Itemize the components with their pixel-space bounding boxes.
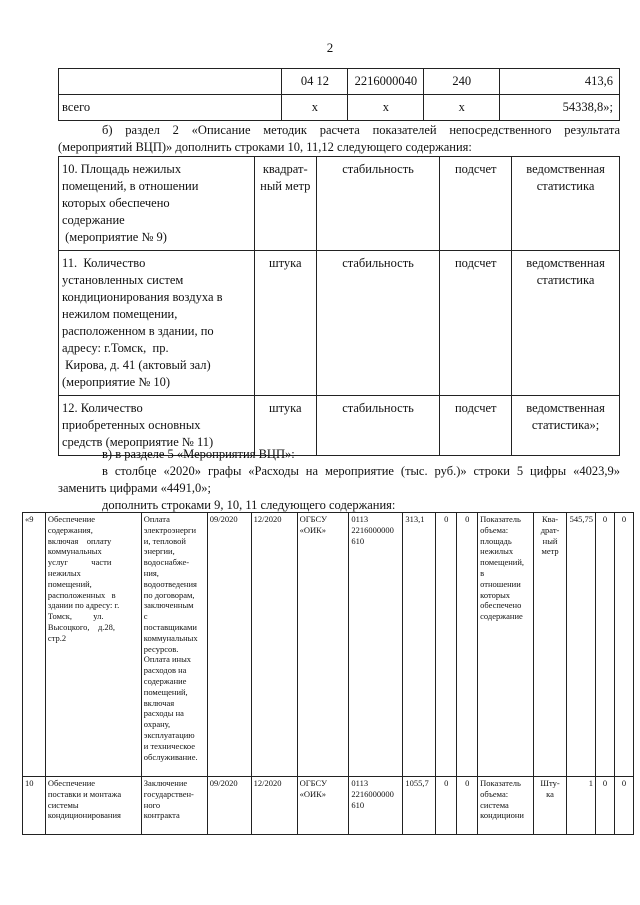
table-cell: подсчет: [440, 251, 512, 396]
table-cell: 0: [614, 513, 633, 777]
table-cell: 1: [567, 777, 596, 835]
cell-line: с: [143, 611, 148, 622]
cell-line: 610: [351, 799, 365, 810]
table-cell: подсчет: [440, 396, 512, 456]
table-row: [59, 251, 620, 396]
table-cell: [254, 251, 316, 396]
table-cell: «9: [23, 513, 46, 777]
table-cell: 0: [436, 777, 457, 835]
methods-table: [58, 156, 620, 456]
cell-line: содержание: [480, 611, 523, 622]
table-cell: [59, 251, 255, 396]
table-cell: 10: [23, 777, 46, 835]
table-cell: 54338,8»;: [500, 95, 620, 121]
paragraph-b: б) раздел 2 «Описание методик расчета показателей непосредственного результата (мероприятий ВЦП)» дополнить строками 10, 11,12 следующего содержания:: [58, 123, 620, 154]
cell-line: адресу: г.Томск, пр.: [62, 341, 169, 355]
cell-line: ведомственная: [526, 401, 605, 415]
cell-line: услуг части: [47, 557, 112, 568]
cell-line: Показатель: [480, 778, 521, 788]
cell-line: установленных систем: [62, 273, 184, 287]
cell-line: 2216000000: [351, 524, 394, 535]
cell-line: заключенным: [143, 600, 194, 611]
table-cell: подсчет: [440, 157, 512, 251]
cell-line: которых: [480, 589, 511, 600]
cell-line: ОГБСУ: [299, 514, 328, 524]
table-cell: [254, 157, 316, 251]
cell-line: 10. Площадь нежилых: [62, 162, 182, 176]
cell-line: (мероприятие № 10): [62, 375, 171, 389]
cell-line: ния,: [143, 567, 159, 578]
cell-line: ный метр: [260, 179, 311, 193]
cell-line: ОГБСУ: [299, 778, 328, 788]
cell-line: ресурсов.: [143, 643, 179, 654]
cell-line: поставки и монтажа: [47, 788, 122, 799]
cell-line: Ква-: [541, 514, 559, 524]
cell-line: приобретенных основных: [62, 418, 201, 432]
table-cell: 0: [596, 777, 615, 835]
cell-line: 0113: [351, 514, 369, 524]
cell-line: ведомственная: [526, 256, 605, 270]
cell-line: помещений,: [143, 686, 188, 697]
cell-line: охрану,: [143, 719, 171, 730]
table-cell: x: [282, 95, 348, 121]
cell-line: Высоцкого, д.28,: [47, 621, 116, 632]
cell-line: содержание: [143, 675, 187, 686]
paragraph-v3: дополнить строками 9, 10, 11 следующего содержания:: [102, 498, 396, 512]
cell-line: нежилых: [480, 546, 514, 557]
table-row: [23, 777, 634, 835]
expenses-table: [58, 68, 620, 121]
cell-line: 12. Количество: [62, 401, 143, 415]
paragraph-v2: в столбце «2020» графы «Расходы на мероприятие (тыс. руб.)» строки 5 цифры «4023,9» заменить цифрами «4491,0»;: [58, 464, 620, 495]
cell-line: здании по адресу: г.: [47, 600, 120, 611]
table-cell: 0: [457, 513, 478, 777]
cell-line: нежилых: [47, 567, 81, 578]
table-row: [59, 95, 620, 121]
cell-line: 11. Количество: [62, 256, 146, 270]
cell-line: драт-: [540, 524, 560, 535]
cell-line: статистика: [536, 179, 595, 193]
table-cell: [478, 513, 534, 777]
cell-line: в: [480, 567, 485, 578]
cell-line: коммунальных: [143, 632, 198, 643]
cell-line: 2216000000: [351, 788, 394, 799]
table-cell: [45, 777, 141, 835]
table-cell: x: [348, 95, 424, 121]
cell-line: 0113: [351, 778, 369, 788]
cell-line: которых обеспечено: [62, 196, 170, 210]
table-cell: [478, 777, 534, 835]
table-cell: [534, 513, 567, 777]
cell-line: статистика»;: [531, 418, 600, 432]
cell-line: энергии,: [143, 546, 175, 557]
cell-line: расположенном в здании, по: [62, 324, 214, 338]
cell-line: кондиционирования: [47, 810, 121, 821]
table-row: [23, 513, 634, 777]
table-cell: [141, 777, 207, 835]
table-cell: [297, 513, 349, 777]
table-cell: 04 12: [282, 69, 348, 95]
cell-line: система: [480, 799, 509, 810]
cell-line: статистика: [536, 273, 595, 287]
table-cell: [297, 777, 349, 835]
cell-line: Шту-: [540, 778, 560, 788]
cell-line: площадь: [480, 535, 512, 546]
table-cell: 313,1: [403, 513, 436, 777]
table-cell: 545,75: [567, 513, 596, 777]
cell-line: ный: [542, 535, 558, 546]
table-cell: 240: [424, 69, 500, 95]
cell-line: «ОИК»: [299, 524, 327, 535]
cell-line: водоотведения: [143, 578, 197, 589]
table-cell: [45, 513, 141, 777]
cell-line: включая: [143, 697, 175, 708]
table-cell: [512, 157, 620, 251]
table-cell: стабильность: [316, 396, 440, 456]
cell-line: содержание: [62, 213, 125, 227]
table-cell: x: [424, 95, 500, 121]
paragraph-v1: в) в разделе 5 «Мероприятия ВЦП»:: [102, 447, 295, 461]
table-cell: 12/2020: [251, 777, 297, 835]
cell-line: эксплуатацию: [143, 729, 195, 740]
table-cell: 0: [614, 777, 633, 835]
cell-line: расходов на: [143, 665, 187, 676]
cell-line: ного: [143, 799, 161, 810]
cell-line: помещений,: [480, 557, 525, 568]
cell-line: средств (мероприятие № 11): [62, 435, 214, 449]
cell-line: расходы на: [143, 708, 184, 719]
table-cell: стабильность: [316, 251, 440, 396]
activities-table: [22, 512, 634, 835]
cell-line: Томск, ул.: [47, 611, 104, 622]
table-cell: 0: [436, 513, 457, 777]
cell-line: квадрат-: [262, 162, 308, 176]
cell-line: помещений, в отношении: [62, 179, 199, 193]
table-cell: [534, 777, 567, 835]
cell-line: метр: [541, 546, 559, 557]
cell-line: Заключение: [143, 778, 188, 788]
cell-line: Оплата: [143, 514, 170, 524]
cell-line: ведомственная: [526, 162, 605, 176]
cell-line: обслуживание.: [143, 751, 198, 762]
cell-line: водоснабже-: [143, 557, 190, 568]
table-row: [59, 69, 620, 95]
cell-line: Показатель: [480, 514, 521, 524]
table-cell: [59, 69, 282, 95]
cell-line: коммунальных: [47, 546, 102, 557]
table-cell: 0: [596, 513, 615, 777]
cell-line: объема:: [480, 788, 509, 799]
table-cell: 413,6: [500, 69, 620, 95]
table-cell: 1055,7: [403, 777, 436, 835]
table-cell: [141, 513, 207, 777]
cell-line: электроэнерги: [143, 524, 197, 535]
table-cell: 09/2020: [207, 513, 251, 777]
cell-line: нежилом помещении,: [62, 307, 178, 321]
cell-line: Кирова, д. 41 (актовый зал): [62, 358, 211, 372]
cell-line: штука: [268, 256, 302, 270]
cell-line: и, тепловой: [143, 535, 186, 546]
table-cell: [59, 157, 255, 251]
cell-line: отношении: [480, 578, 521, 589]
cell-line: Оплата иных: [143, 654, 192, 665]
cell-line: Обеспечение: [47, 514, 96, 524]
cell-line: кондициони: [480, 810, 524, 821]
cell-line: и техническое: [143, 740, 196, 751]
page-number: 2: [326, 40, 334, 55]
cell-line: поставщиками: [143, 621, 197, 632]
cell-line: штука: [268, 401, 302, 415]
cell-line: системы: [47, 799, 79, 810]
table-cell: 2216000040: [348, 69, 424, 95]
table-cell: [349, 513, 403, 777]
cell-line: обеспечено: [480, 600, 522, 611]
table-row: [59, 157, 620, 251]
cell-line: помещений,: [47, 578, 92, 589]
table-cell: 09/2020: [207, 777, 251, 835]
cell-line: кондиционирования воздуха в: [62, 290, 223, 304]
table-cell: 12/2020: [251, 513, 297, 777]
cell-line: ка: [546, 788, 554, 799]
table-cell: стабильность: [316, 157, 440, 251]
cell-line: по договорам,: [143, 589, 195, 600]
cell-line: контракта: [143, 810, 180, 821]
cell-line: 610: [351, 535, 365, 546]
cell-line: объема:: [480, 524, 509, 535]
cell-line: расположенных в: [47, 589, 116, 600]
table-cell: [512, 251, 620, 396]
cell-line: содержания,: [47, 524, 93, 535]
cell-line: государствен-: [143, 788, 194, 799]
table-cell: [349, 777, 403, 835]
table-cell: всего: [59, 95, 282, 121]
cell-line: стр.2: [47, 632, 67, 643]
cell-line: «ОИК»: [299, 788, 327, 799]
cell-line: включая оплату: [47, 535, 112, 546]
table-cell: 0: [457, 777, 478, 835]
cell-line: (мероприятие № 9): [62, 230, 167, 244]
cell-line: Обеспечение: [47, 778, 96, 788]
